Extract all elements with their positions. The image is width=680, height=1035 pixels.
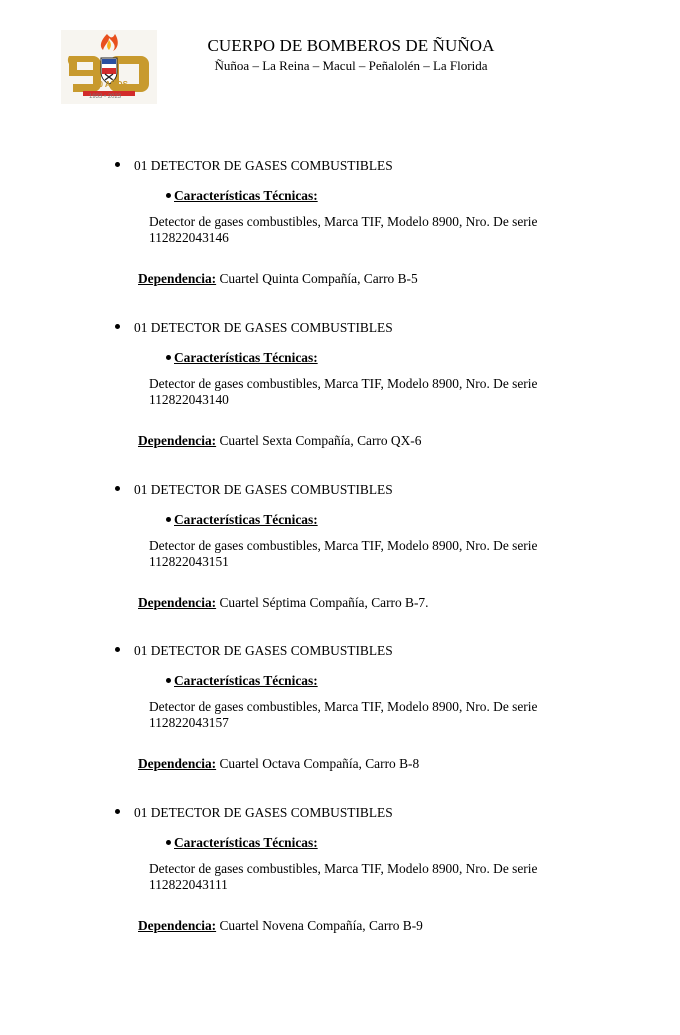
dependency-value: Cuartel Séptima Compañía, Carro B-7. — [219, 595, 429, 610]
item-heading: 01 DETECTOR DE GASES COMBUSTIBLES — [134, 643, 393, 658]
description-line: Detector de gases combustibles, Marca TIF, Modelo 8900, Nro. De serie — [149, 538, 538, 553]
dependency — [138, 918, 423, 934]
logo-text: 90 AÑOS — [94, 80, 128, 89]
dependency-label: Dependencia: — [138, 271, 217, 286]
list-item — [0, 805, 680, 935]
bullet-icon — [166, 678, 171, 683]
bullet-icon — [166, 517, 171, 522]
description-line: Detector de gases combustibles, Marca TIF, Modelo 8900, Nro. De serie — [149, 376, 538, 391]
dependency — [138, 433, 421, 449]
item-heading: 01 DETECTOR DE GASES COMBUSTIBLES — [134, 158, 393, 173]
list-item — [0, 158, 680, 288]
specs-label: Características Técnicas: — [174, 188, 318, 203]
serial-number: 112822043157 — [149, 715, 229, 730]
serial-number: 112822043146 — [149, 230, 229, 245]
dependency — [138, 271, 418, 287]
dependency-value: Cuartel Novena Compañía, Carro B-9 — [219, 918, 423, 933]
bullet-icon — [115, 486, 120, 491]
list-item — [0, 320, 680, 450]
specs-label: Características Técnicas: — [174, 512, 318, 527]
dependency — [138, 756, 419, 772]
dependency-label: Dependencia: — [138, 918, 217, 933]
dependency-label: Dependencia: — [138, 433, 217, 448]
bullet-icon — [166, 355, 171, 360]
specs-label: Características Técnicas: — [174, 350, 318, 365]
description-line: Detector de gases combustibles, Marca TIF, Modelo 8900, Nro. De serie — [149, 861, 538, 876]
dependency-value: Cuartel Octava Compañía, Carro B-8 — [219, 756, 420, 771]
organization-title: CUERPO DE BOMBEROS DE ÑUÑOA — [207, 36, 495, 55]
bullet-icon — [115, 162, 120, 167]
serial-number: 112822043140 — [149, 392, 229, 407]
logo-years: 1933 • 2023 — [89, 94, 122, 100]
list-item — [0, 643, 680, 773]
serial-number: 112822043111 — [149, 877, 228, 892]
description-line: Detector de gases combustibles, Marca TIF, Modelo 8900, Nro. De serie — [149, 214, 538, 229]
bullet-icon — [115, 647, 120, 652]
dependency — [138, 595, 428, 611]
item-heading: 01 DETECTOR DE GASES COMBUSTIBLES — [134, 320, 393, 335]
dependency-label: Dependencia: — [138, 756, 217, 771]
item-heading: 01 DETECTOR DE GASES COMBUSTIBLES — [134, 805, 393, 820]
description-line: Detector de gases combustibles, Marca TIF, Modelo 8900, Nro. De serie — [149, 699, 538, 714]
item-heading: 01 DETECTOR DE GASES COMBUSTIBLES — [134, 482, 393, 497]
bullet-icon — [166, 193, 171, 198]
dependency-value: Cuartel Quinta Compañía, Carro B-5 — [219, 271, 418, 286]
bullet-icon — [166, 840, 171, 845]
organization-subtitle: Ñuñoa – La Reina – Macul – Peñalolén – La Florida — [214, 58, 488, 73]
bullet-icon — [115, 809, 120, 814]
serial-number: 112822043151 — [149, 554, 229, 569]
specs-label: Características Técnicas: — [174, 835, 318, 850]
specs-label: Características Técnicas: — [174, 673, 318, 688]
bullet-icon — [115, 324, 120, 329]
list-item — [0, 482, 680, 612]
dependency-label: Dependencia: — [138, 595, 217, 610]
dependency-value: Cuartel Sexta Compañía, Carro QX-6 — [219, 433, 422, 448]
